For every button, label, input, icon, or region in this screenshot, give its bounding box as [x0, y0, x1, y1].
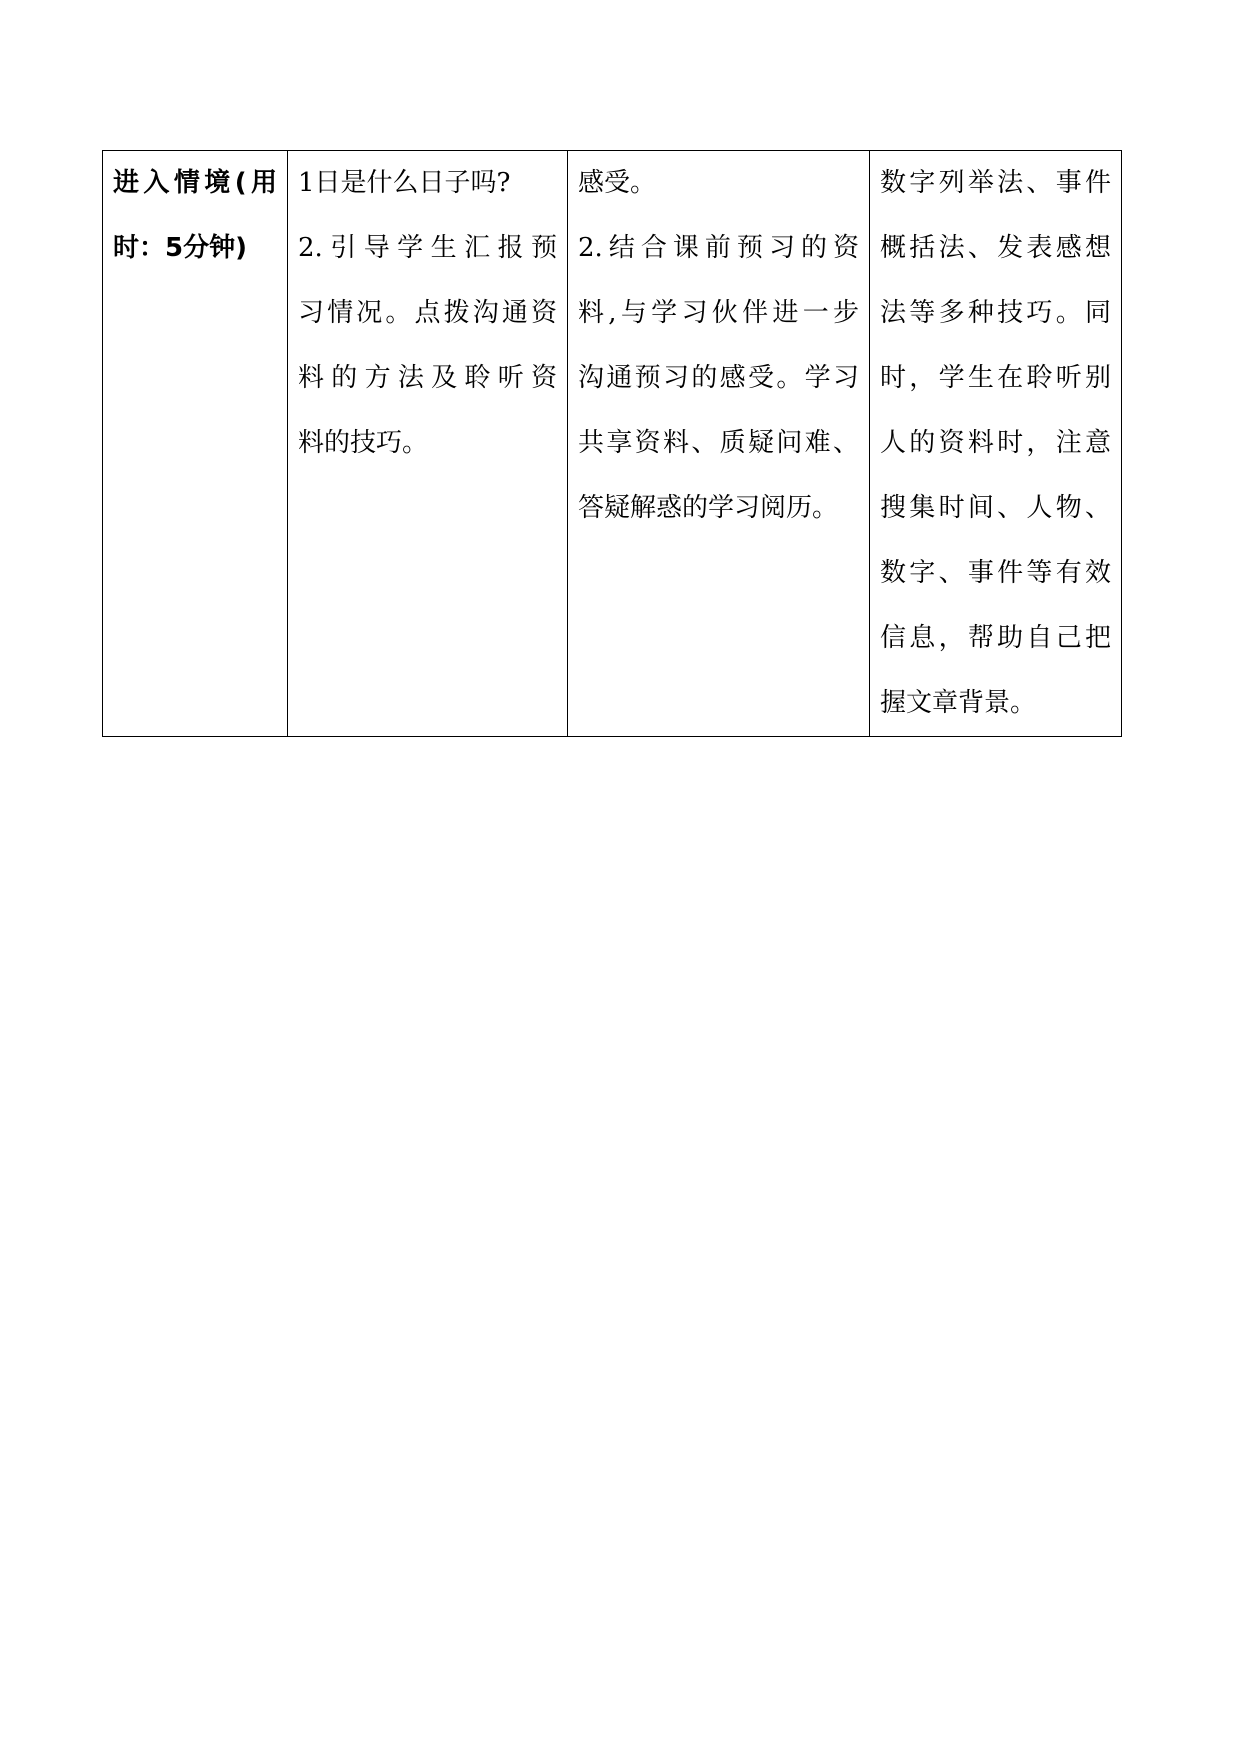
design-intent-cell — [870, 151, 1122, 737]
design-intent-line: 法等多种技巧。同 — [880, 298, 1111, 328]
student-activity-line: 2.结合课前预习的资 — [578, 233, 859, 263]
student-activity-line: 答疑解惑的学习阅历。 — [578, 493, 839, 523]
stage-cell — [103, 151, 288, 737]
design-intent-line: 概括法、发表感想 — [880, 233, 1111, 263]
student-activity-cell — [568, 151, 870, 737]
teacher-activity-line: 料的方法及聆听资 — [298, 363, 557, 393]
lesson-plan-table — [102, 150, 1122, 737]
table-row — [103, 151, 1122, 737]
design-intent-line: 人的资料时，注意 — [880, 428, 1111, 458]
stage-line: 时：5分钟) — [113, 233, 247, 263]
design-intent-line: 搜集时间、人物、 — [880, 493, 1111, 523]
design-intent-line: 握文章背景。 — [880, 688, 1037, 718]
design-intent-line: 数字、事件等有效 — [880, 558, 1111, 588]
teacher-activity-line: 料的技巧。 — [298, 428, 429, 458]
student-activity-line: 沟通预习的感受。学习 — [578, 363, 859, 393]
teacher-activity-line: 2.引导学生汇报预 — [298, 233, 557, 263]
student-activity-line: 感受。 — [578, 168, 657, 198]
teacher-activity-cell — [288, 151, 568, 737]
teacher-activity-line: 习情况。点拨沟通资 — [298, 298, 557, 328]
design-intent-line: 时，学生在聆听别 — [880, 363, 1111, 393]
student-activity-line: 料,与学习伙伴进一步 — [578, 298, 859, 328]
design-intent-line: 信息，帮助自己把 — [880, 623, 1111, 653]
stage-line: 进入情境(用 — [113, 168, 277, 198]
design-intent-line: 数字列举法、事件 — [880, 168, 1111, 198]
teacher-activity-line: 1日是什么日子吗? — [298, 168, 511, 198]
student-activity-line: 共享资料、质疑问难、 — [578, 428, 859, 458]
